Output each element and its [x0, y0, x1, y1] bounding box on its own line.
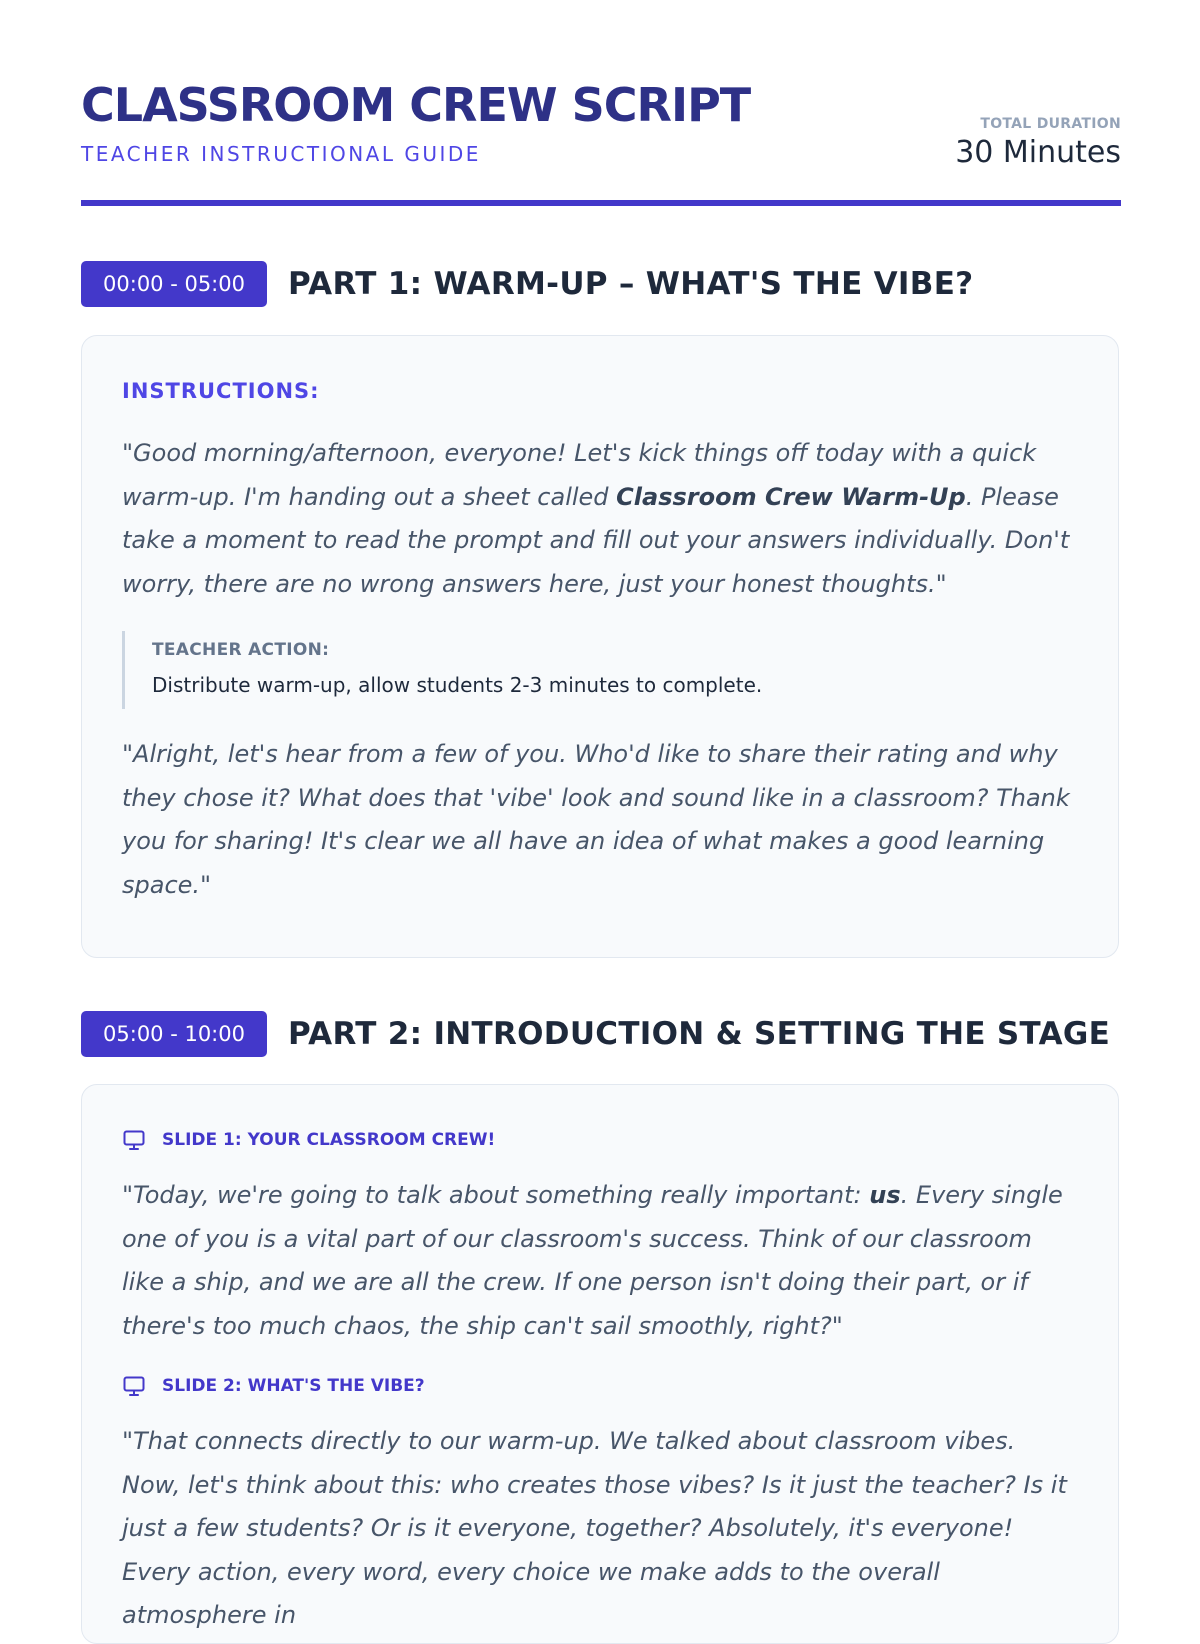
- slide2-label: [122, 1374, 1078, 1398]
- teacher-action-text: Distribute warm-up, allow students 2-3 minutes to complete.: [152, 673, 763, 697]
- document-title: CLASSROOM CREW SCRIPT: [81, 78, 751, 132]
- part1-heading: [81, 261, 973, 307]
- part1-script-1: [122, 432, 1078, 606]
- duration-label: TOTAL DURATION: [980, 116, 1121, 132]
- slide2-script: "That connects directly to our warm-up. We talked about classroom vibes. Now, let's think about this: who creates those vibes? Is it just the teacher? Is it just a few students? Or is it everyone, together? Absolutely, it's everyone! Every action, every word, every choice we make adds to the overall atmosphere in: [122, 1427, 1067, 1629]
- part2-heading: [81, 1011, 1110, 1057]
- warm-up-sheet-name: Classroom Crew Warm-Up: [616, 482, 966, 511]
- part1-time-badge: 00:00 - 05:00: [81, 261, 267, 307]
- slide1-script: [122, 1174, 1078, 1348]
- part1-script-1-text: "Good morning/afternoon, everyone! Let's kick things off today with a quick warm-up. I'm handing out a sheet called: [122, 439, 1037, 511]
- part2-card: [81, 1084, 1119, 1644]
- header-divider: [81, 200, 1121, 206]
- slide1-script-text-end: . Every single one of you is a vital part of our classroom's success. Think of our classroom like a ship, and we are all the crew. If one person isn't doing their part, or if there's too much chaos, the ship can't sail smoothly, right?": [122, 1181, 1063, 1340]
- slide1-label-text: SLIDE 1: YOUR CLASSROOM CREW!: [162, 1129, 496, 1150]
- part2-time-badge: 05:00 - 10:00: [81, 1011, 267, 1057]
- slide2-label-text: SLIDE 2: WHAT'S THE VIBE?: [162, 1375, 425, 1396]
- part2-title: PART 2: INTRODUCTION & SETTING THE STAGE: [288, 1015, 1111, 1052]
- part1-script-1-text-end: . Please take a moment to read the prompt and fill out your answers individually. Don't worry, there are no wrong answers here, just your honest thoughts.": [122, 482, 1070, 598]
- monitor-icon: [122, 1374, 146, 1398]
- document-subtitle: TEACHER INSTRUCTIONAL GUIDE: [81, 142, 481, 166]
- slide1-emphasis: us: [869, 1181, 901, 1209]
- part1-script-2: "Alright, let's hear from a few of you. Who'd like to share their rating and why they chose it? What does that 'vibe' look and sound like in a classroom? Thank you for sharing! It's clear we all have an idea of what makes a good learning space.": [122, 740, 1070, 899]
- script-page: [81, 0, 1121, 1629]
- instructions-label: INSTRUCTIONS:: [122, 379, 320, 403]
- teacher-action-callout: [122, 631, 1078, 709]
- total-duration: [955, 117, 1121, 168]
- part1-card: [81, 335, 1119, 958]
- slide1-script-text: "Today, we're going to talk about something really important:: [122, 1181, 870, 1209]
- slide1-label: [122, 1128, 1078, 1152]
- monitor-icon: [122, 1128, 146, 1152]
- duration-value: 30 Minutes: [955, 135, 1121, 170]
- part1-title: PART 1: WARM-UP – WHAT'S THE VIBE?: [288, 265, 974, 302]
- document-header: [81, 0, 1121, 206]
- teacher-action-label: TEACHER ACTION:: [152, 640, 330, 660]
